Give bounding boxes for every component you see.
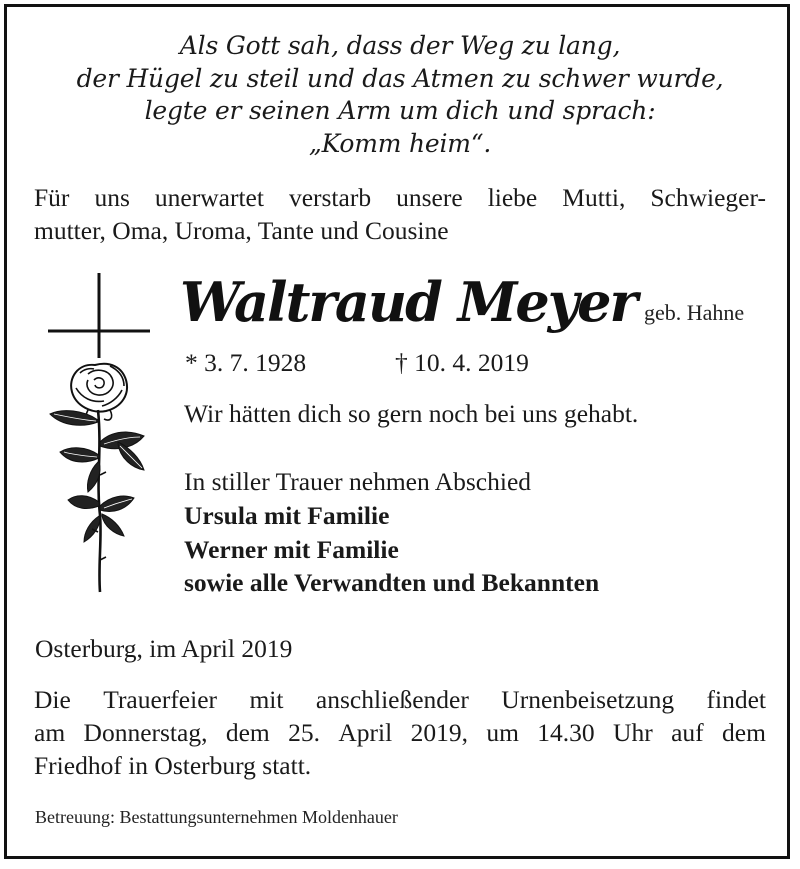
mourners-intro: In stiller Trauer nehmen Abschied [184, 467, 532, 496]
ceremony-line: Friedhof in Osterburg statt. [34, 751, 312, 780]
rose-icon [50, 364, 144, 592]
mourner-name: sowie alle Verwandten und Bekannten [184, 568, 600, 597]
word: uns [94, 183, 130, 212]
word: verstarb [288, 183, 372, 212]
word: unsere [396, 183, 463, 212]
word: dem [225, 718, 270, 747]
word: liebe [487, 183, 538, 212]
cross-icon [48, 273, 150, 358]
intro-text [34, 181, 766, 247]
word: 2019, [410, 718, 468, 747]
mourner-name: Ursula mit Familie [184, 501, 390, 530]
poem [0, 30, 800, 160]
word: Die [34, 685, 71, 714]
ceremony-line [34, 716, 766, 749]
farewell-text: Wir hätten dich so gern noch bei uns gehabt. [184, 399, 639, 428]
word: Urnenbeisetzung [501, 685, 675, 714]
poem-line: der Hügel zu steil und das Atmen zu schwer wurde, [76, 63, 724, 93]
funeral-home-credit: Betreuung: Bestattungsunternehmen Moldenhauer [35, 807, 398, 827]
word: Für [34, 183, 70, 212]
word: 25. [288, 718, 320, 747]
word: findet [706, 685, 766, 714]
poem-line: legte er seinen Arm um dich und sprach: [144, 96, 656, 125]
birth-date: * 3. 7. 1928 [185, 348, 307, 377]
word: auf [671, 718, 704, 747]
maiden-name: geb. Hahne [643, 300, 745, 325]
word: Schwieger- [650, 183, 766, 212]
poem-line: „Komm heim“. [308, 128, 492, 158]
word: dem [722, 718, 766, 747]
word: Mutti, [562, 183, 626, 212]
word: 14.30 [537, 718, 595, 747]
mourner-name: Werner mit Familie [184, 535, 399, 564]
ceremony-text [34, 683, 766, 782]
word: am [34, 718, 66, 747]
death-date: † 10. 4. 2019 [395, 348, 529, 377]
deceased-name-row [180, 262, 744, 332]
place-date: Osterburg, im April 2019 [35, 634, 293, 663]
word: Trauerfeier [103, 685, 218, 714]
word: anschließender [315, 685, 469, 714]
word: unerwartet [154, 183, 264, 212]
word: mit [249, 685, 284, 714]
deceased-name: Waltraud Meyer [180, 270, 636, 334]
intro-line [34, 181, 766, 214]
word: um [486, 718, 519, 747]
word: Uhr [613, 718, 653, 747]
ceremony-line [34, 683, 766, 716]
intro-line: mutter, Oma, Uroma, Tante und Cousine [34, 216, 449, 245]
word: Donnerstag, [83, 718, 208, 747]
poem-line: Als Gott sah, dass der Weg zu lang, [179, 31, 621, 60]
word: April [338, 718, 393, 747]
cross-with-rose-icon [40, 270, 155, 595]
